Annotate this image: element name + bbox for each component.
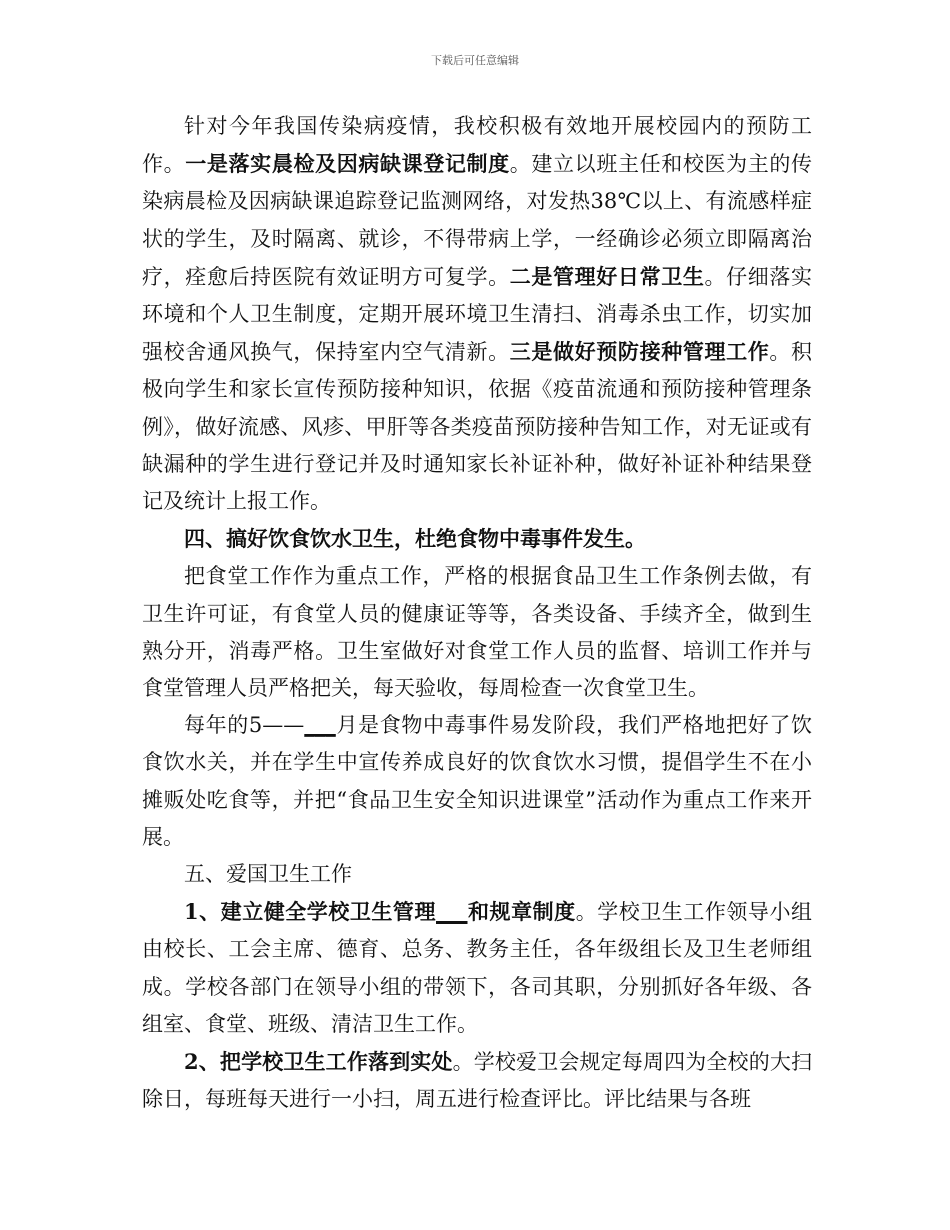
bold-phrase: 和规章制度 — [467, 899, 576, 925]
paragraph-item-2 — [142, 1043, 812, 1118]
document-body — [142, 108, 812, 1118]
text-run: 。建立以班主任和校医为主的传染病晨检及因病缺课追踪登记监测网络，对发热38℃以上、有流感样症状的学生，及时隔离、就诊，不得带病上学，一经确诊必须立即隔离治疗，痊愈后持医院有效证明方可复学。 — [142, 152, 813, 289]
text-run: 把食堂工作作为重点工作，严格的根据食品卫生工作条例去做，有卫生许可证，有食堂人员的健康证等等，各类设备、手续齐全，做到生熟分开，消毒严格。卫生室做好对食堂工作人员的监督、培训工作并与食堂管理人员严格把关，每天验收，每周检查一次食堂卫生。 — [142, 564, 812, 701]
text-run: 。仔细落实环境和个人卫生制度，定期开展环境卫生清扫、消毒杀虫工作，切实加强校舍通风换气，保持室内空气清新。 — [142, 264, 813, 365]
bold-phrase: 二是管理好日常卫生 — [509, 263, 705, 289]
text-run: 针对今年我国传染病疫情，我校积极有效地开展校园内的预防工作。 — [142, 114, 812, 177]
blank-field: ___ — [436, 899, 468, 925]
bold-phrase: 2、把学校卫生工作落到实处 — [184, 1049, 453, 1075]
paragraph-canteen — [142, 558, 812, 707]
text-run: 每年的5—— — [184, 713, 305, 738]
paragraph-item-1 — [142, 893, 812, 1043]
bold-phrase: 三是做好预防接种管理工作 — [509, 339, 770, 365]
bold-phrase: 1、建立健全学校卫生管理 — [184, 899, 436, 925]
text-run: 月是食物中毒事件易发阶段，我们严格地把好了饮食饮水关，并在学生中宣传养成良好的饮食饮水习惯，提倡学生不在小摊贩处吃食等，并把“食品卫生安全知识进课堂”活动作为重点工作来开展。 — [142, 713, 812, 849]
heading-text: 五、爱国卫生工作 — [184, 862, 352, 887]
text-run: 。学校卫生工作领导小组由校长、工会主席、德育、总务、教务主任，各年级组长及卫生老师组成。学校各部门在领导小组的带领下，各司其职，分别抓好各年级、各组室、食堂、班级、清洁卫生工作。 — [142, 900, 812, 1036]
text-run: 。积极向学生和家长宣传预防接种知识，依据《疫苗流通和预防接种管理条例》，做好流感、风疹、甲肝等各类疫苗预防接种告知工作，对无证或有缺漏种的学生进行登记并及时通知家长补证补种，做好补证补种结果登记及统计上报工作。 — [142, 340, 813, 514]
page-header: 下载后可任意编辑 — [431, 54, 519, 67]
paragraph-prevention — [142, 108, 812, 520]
section-heading-5 — [142, 856, 812, 893]
bold-phrase: 一是落实晨检及因病缺课登记制度 — [185, 151, 510, 177]
section-heading-4 — [142, 520, 812, 558]
blank-field: ___ — [304, 713, 336, 738]
heading-text: 四、搞好饮食饮水卫生，杜绝食物中毒事件发生。 — [184, 526, 646, 552]
text-run: 。学校爱卫会规定每周四为全校的大扫除日，每班每天进行一小扫，周五进行检查评比。评比结果与各班 — [142, 1050, 812, 1112]
paragraph-food-poisoning — [142, 707, 812, 856]
